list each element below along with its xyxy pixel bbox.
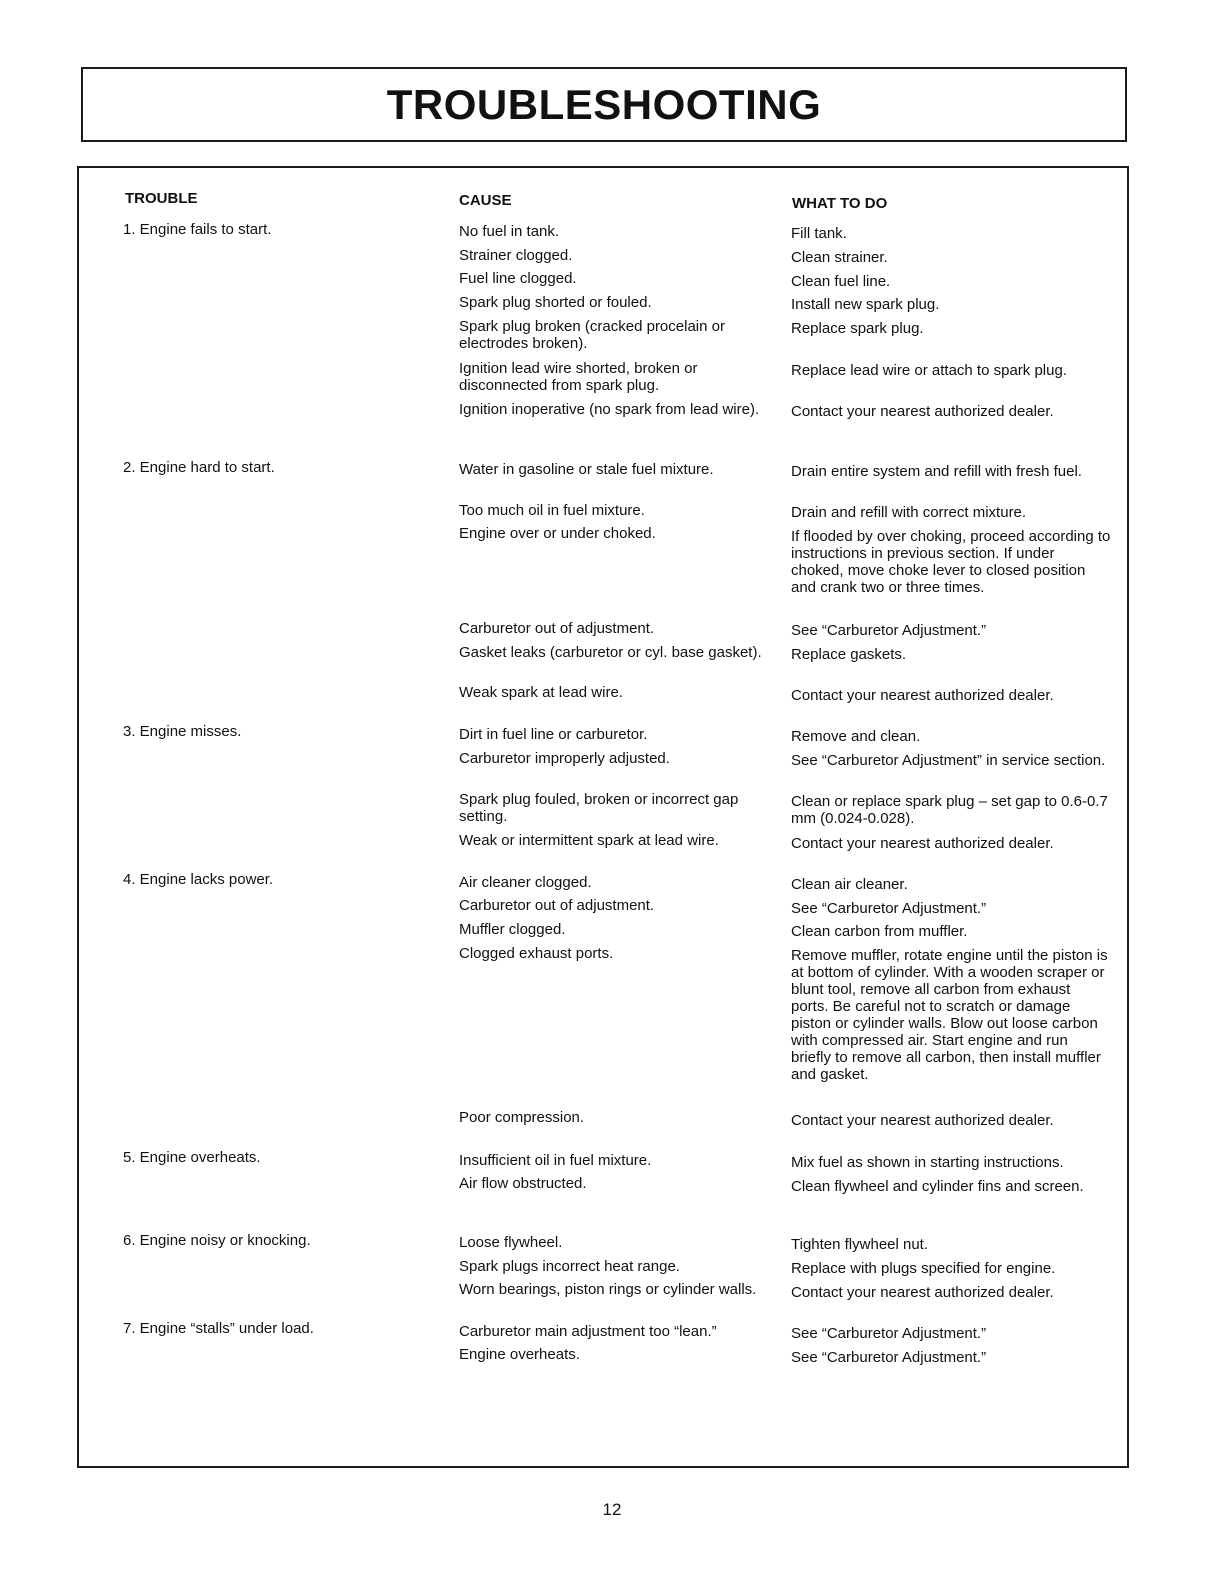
action-item: Replace with plugs specified for engine. bbox=[791, 1260, 1056, 1277]
cause-item: Carburetor out of adjustment. bbox=[459, 897, 655, 914]
action-item: Replace spark plug. bbox=[791, 320, 924, 337]
header-trouble: TROUBLE bbox=[125, 190, 198, 207]
action-item: Fill tank. bbox=[791, 225, 847, 242]
action-item: Mix fuel as shown in starting instructions. bbox=[791, 1154, 1064, 1171]
action-item: Contact your nearest authorized dealer. bbox=[791, 403, 1054, 420]
action-item: Replace lead wire or attach to spark plug. bbox=[791, 362, 1067, 379]
cause-item: Weak or intermittent spark at lead wire. bbox=[459, 832, 719, 849]
cause-item: Spark plugs incorrect heat range. bbox=[459, 1258, 680, 1275]
trouble-item: 3. Engine misses. bbox=[123, 723, 242, 740]
action-item: Clean or replace spark plug – set gap to 0.6-0.7 mm (0.024-0.028). bbox=[791, 793, 1108, 827]
trouble-item: 4. Engine lacks power. bbox=[123, 871, 274, 888]
cause-item: Poor compression. bbox=[459, 1109, 585, 1126]
action-item: See “Carburetor Adjustment.” bbox=[791, 622, 987, 639]
trouble-item: 1. Engine fails to start. bbox=[123, 221, 272, 238]
troubleshooting-table bbox=[77, 166, 1129, 1468]
cause-item: Spark plug shorted or fouled. bbox=[459, 294, 652, 311]
action-item: Contact your nearest authorized dealer. bbox=[791, 835, 1054, 852]
cause-item: Engine overheats. bbox=[459, 1346, 580, 1363]
cause-item: Muffler clogged. bbox=[459, 921, 566, 938]
cause-item: Carburetor improperly adjusted. bbox=[459, 750, 670, 767]
cause-item: Air flow obstructed. bbox=[459, 1175, 587, 1192]
action-item: Replace gaskets. bbox=[791, 646, 907, 663]
cause-item: Spark plug broken (cracked procelain or electrodes broken). bbox=[459, 318, 725, 352]
action-item: See “Carburetor Adjustment.” bbox=[791, 1325, 987, 1342]
cause-item: Fuel line clogged. bbox=[459, 270, 577, 287]
cause-item: Weak spark at lead wire. bbox=[459, 684, 623, 701]
action-item: Contact your nearest authorized dealer. bbox=[791, 1284, 1054, 1301]
action-item: Clean strainer. bbox=[791, 249, 888, 266]
action-item: Drain and refill with correct mixture. bbox=[791, 504, 1027, 521]
action-item: Clean air cleaner. bbox=[791, 876, 908, 893]
cause-item: No fuel in tank. bbox=[459, 223, 560, 240]
action-item: Tighten flywheel nut. bbox=[791, 1236, 929, 1253]
header-what-to-do: WHAT TO DO bbox=[792, 195, 888, 212]
cause-item: Ignition inoperative (no spark from lead wire). bbox=[459, 401, 760, 418]
trouble-item: 2. Engine hard to start. bbox=[123, 459, 275, 476]
cause-item: Engine over or under choked. bbox=[459, 525, 656, 542]
cause-item: Dirt in fuel line or carburetor. bbox=[459, 726, 648, 743]
cause-item: Carburetor main adjustment too “lean.” bbox=[459, 1323, 717, 1340]
page-title: TROUBLESHOOTING bbox=[386, 80, 822, 128]
cause-item: Insufficient oil in fuel mixture. bbox=[459, 1152, 652, 1169]
cause-item: Loose flywheel. bbox=[459, 1234, 563, 1251]
cause-item: Spark plug fouled, broken or incorrect gap setting. bbox=[459, 791, 739, 825]
action-item: See “Carburetor Adjustment.” bbox=[791, 900, 987, 917]
action-item: Drain entire system and refill with fresh fuel. bbox=[791, 463, 1082, 480]
action-item: Clean carbon from muffler. bbox=[791, 923, 968, 940]
page-number: 12 bbox=[602, 1500, 622, 1519]
trouble-item: 6. Engine noisy or knocking. bbox=[123, 1232, 311, 1249]
trouble-item: 7. Engine “stalls” under load. bbox=[123, 1320, 314, 1337]
action-item: See “Carburetor Adjustment.” bbox=[791, 1349, 987, 1366]
title-box bbox=[81, 67, 1127, 142]
header-cause: CAUSE bbox=[459, 192, 512, 209]
action-item: Install new spark plug. bbox=[791, 296, 940, 313]
action-item: Clean fuel line. bbox=[791, 273, 891, 290]
cause-item: Carburetor out of adjustment. bbox=[459, 620, 655, 637]
trouble-item: 5. Engine overheats. bbox=[123, 1149, 261, 1166]
cause-item: Too much oil in fuel mixture. bbox=[459, 502, 645, 519]
cause-item: Clogged exhaust ports. bbox=[459, 945, 614, 962]
action-item: Contact your nearest authorized dealer. bbox=[791, 1112, 1054, 1129]
action-item: Clean flywheel and cylinder fins and screen. bbox=[791, 1178, 1084, 1195]
action-item: See “Carburetor Adjustment” in service section. bbox=[791, 752, 1106, 769]
cause-item: Gasket leaks (carburetor or cyl. base gasket). bbox=[459, 644, 762, 661]
cause-item: Strainer clogged. bbox=[459, 247, 573, 264]
action-item: Remove muffler, rotate engine until the piston is at bottom of cylinder. With a wooden scraper or blunt tool, remove all carbon from exhaust ports. Be careful not to scratch or damage piston or cylinder walls. Blow out loose carbon with compressed air. Start engine and run briefly to remove all carbon, then install muffler and gasket. bbox=[791, 947, 1108, 1083]
cause-item: Worn bearings, piston rings or cylinder walls. bbox=[459, 1281, 757, 1298]
cause-item: Ignition lead wire shorted, broken or disconnected from spark plug. bbox=[459, 360, 698, 394]
cause-item: Water in gasoline or stale fuel mixture. bbox=[459, 461, 714, 478]
action-item: Remove and clean. bbox=[791, 728, 921, 745]
action-item: If flooded by over choking, proceed according to instructions in previous section. If under choked, move choke lever to closed position and crank two or three times. bbox=[791, 528, 1111, 596]
action-item: Contact your nearest authorized dealer. bbox=[791, 687, 1054, 704]
cause-item: Air cleaner clogged. bbox=[459, 874, 592, 891]
